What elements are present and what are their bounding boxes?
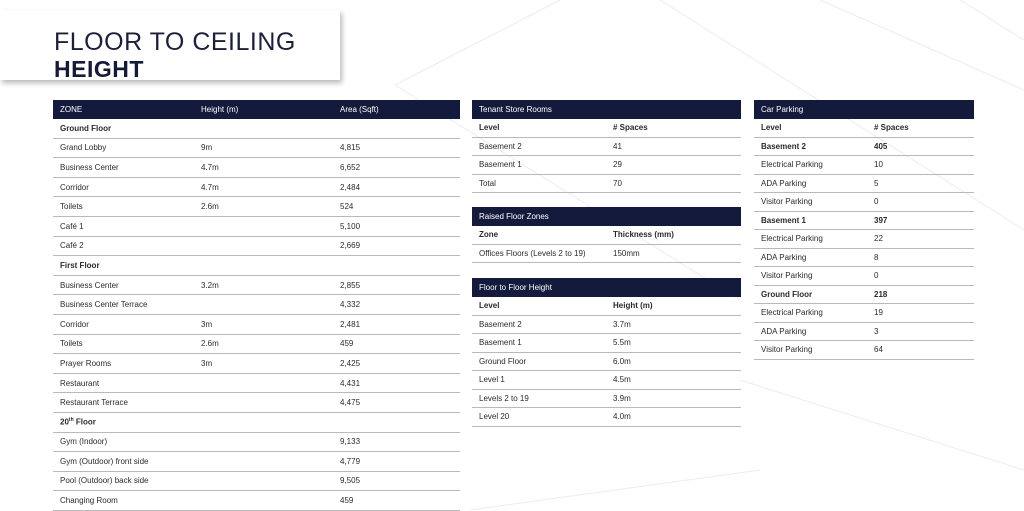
height-cell: 2.6m <box>194 334 333 354</box>
raised-floor-table <box>472 207 741 263</box>
height-cell: 9m <box>194 138 333 158</box>
area-cell: 4,431 <box>333 373 460 393</box>
zone-cell: Corridor <box>53 314 194 334</box>
column-header: # Spaces <box>867 119 974 137</box>
table-row <box>53 216 460 236</box>
table-header-row <box>472 226 741 244</box>
table-row <box>53 334 460 354</box>
table-row <box>53 177 460 197</box>
table-row <box>53 432 460 452</box>
spaces-cell: 10 <box>867 156 974 175</box>
zone-cell: Corridor <box>53 177 194 197</box>
table-row <box>754 285 974 304</box>
table-row <box>53 491 460 511</box>
height-cell <box>194 452 333 472</box>
area-cell: 9,133 <box>333 432 460 452</box>
spaces-cell: 218 <box>867 285 974 304</box>
page-subtitle: HEIGHT <box>54 56 144 82</box>
value-cell: 4.0m <box>606 408 741 427</box>
table-row <box>53 236 460 256</box>
table-row <box>472 315 741 334</box>
table-row <box>53 295 460 315</box>
table-row <box>754 230 974 249</box>
car-parking-table <box>754 100 974 360</box>
zone-cell: First Floor <box>53 256 194 276</box>
zone-cell: Business Center <box>53 158 194 178</box>
tenant-store-title: Tenant Store Rooms <box>472 100 741 119</box>
table-row <box>53 275 460 295</box>
column-header: Level <box>472 297 606 315</box>
zone-cell: Business Center <box>53 275 194 295</box>
page-title: FLOOR TO CEILING <box>54 28 296 56</box>
zone-cell: Business Center Terrace <box>53 295 194 315</box>
area-cell: 524 <box>333 197 460 217</box>
area-cell <box>333 412 460 432</box>
zone-cell: Ground Floor <box>53 119 194 138</box>
spaces-cell: 405 <box>867 137 974 156</box>
height-cell: 4.7m <box>194 177 333 197</box>
zones-table <box>53 100 460 511</box>
level-cell: Visitor Parking <box>754 193 867 212</box>
section-row <box>53 256 460 276</box>
column-header: Zone <box>472 226 606 244</box>
value-cell: 150mm <box>606 244 741 263</box>
table-row <box>472 352 741 371</box>
height-cell <box>194 412 333 432</box>
height-cell <box>194 236 333 256</box>
table-row <box>472 174 741 193</box>
area-cell: 5,100 <box>333 216 460 236</box>
level-cell: Basement 2 <box>754 137 867 156</box>
zone-cell: Grand Lobby <box>53 138 194 158</box>
spaces-cell: 22 <box>867 230 974 249</box>
zone-cell: Gym (Outdoor) front side <box>53 452 194 472</box>
level-cell: Total <box>472 174 606 193</box>
height-cell: 3m <box>194 314 333 334</box>
level-cell: Basement 1 <box>472 156 606 175</box>
zone-cell: Café 1 <box>53 216 194 236</box>
raised-floor-title: Raised Floor Zones <box>472 207 741 226</box>
height-cell: 3m <box>194 354 333 374</box>
height-cell: 2.6m <box>194 197 333 217</box>
floor-height-title: Floor to Floor Height <box>472 278 741 297</box>
table-header-row <box>472 119 741 137</box>
zone-cell <box>53 412 194 432</box>
table-row <box>472 137 741 156</box>
spaces-cell: 0 <box>867 267 974 286</box>
table-row <box>53 158 460 178</box>
spaces-cell: 3 <box>867 322 974 341</box>
table-row <box>53 314 460 334</box>
height-cell <box>194 256 333 276</box>
height-cell <box>194 432 333 452</box>
table-row <box>472 334 741 353</box>
zone-cell: Changing Room <box>53 491 194 511</box>
section-row <box>53 412 460 432</box>
height-cell <box>194 119 333 138</box>
height-cell: 4.7m <box>194 158 333 178</box>
level-cell: ADA Parking <box>754 248 867 267</box>
zone-cell: Toilets <box>53 334 194 354</box>
car-parking-title: Car Parking <box>754 100 974 119</box>
level-cell: Basement 2 <box>472 315 606 334</box>
zone-suffix: Floor <box>73 418 96 428</box>
value-cell: 3.9m <box>606 389 741 408</box>
level-cell: ADA Parking <box>754 174 867 193</box>
zone-cell: Prayer Rooms <box>53 354 194 374</box>
level-cell: Visitor Parking <box>754 341 867 360</box>
section-row <box>53 119 460 138</box>
value-cell: 4.5m <box>606 371 741 390</box>
table-row <box>754 174 974 193</box>
table-row <box>754 341 974 360</box>
zone-cell: Toilets <box>53 197 194 217</box>
value-cell: 41 <box>606 137 741 156</box>
spaces-cell: 19 <box>867 304 974 323</box>
value-cell: 3.7m <box>606 315 741 334</box>
area-cell: 459 <box>333 334 460 354</box>
area-cell: 2,855 <box>333 275 460 295</box>
table-row <box>754 248 974 267</box>
level-cell: Electrical Parking <box>754 156 867 175</box>
spaces-cell: 5 <box>867 174 974 193</box>
spaces-cell: 8 <box>867 248 974 267</box>
column-header: Level <box>472 119 606 137</box>
area-cell: 9,505 <box>333 471 460 491</box>
area-cell: 4,815 <box>333 138 460 158</box>
level-cell: Visitor Parking <box>754 267 867 286</box>
table-row <box>754 137 974 156</box>
level-cell: Ground Floor <box>754 285 867 304</box>
level-cell: Ground Floor <box>472 352 606 371</box>
zone-cell: Café 2 <box>53 236 194 256</box>
table-header-row <box>472 297 741 315</box>
level-cell: Level 1 <box>472 371 606 390</box>
area-cell: 2,481 <box>333 314 460 334</box>
table-row <box>472 371 741 390</box>
area-cell: 4,332 <box>333 295 460 315</box>
column-header: Height (m) <box>606 297 741 315</box>
column-header-height: Height (m) <box>194 100 333 119</box>
table-row <box>472 156 741 175</box>
table-row <box>754 156 974 175</box>
table-row <box>53 373 460 393</box>
level-cell: Levels 2 to 19 <box>472 389 606 408</box>
area-cell: 2,425 <box>333 354 460 374</box>
zone-number: 20 <box>60 418 69 428</box>
column-header-zone: ZONE <box>53 100 194 119</box>
table-row <box>53 197 460 217</box>
column-header: Thickness (mm) <box>606 226 741 244</box>
height-cell <box>194 373 333 393</box>
height-cell: 3.2m <box>194 275 333 295</box>
area-cell <box>333 119 460 138</box>
floor-height-table <box>472 278 741 427</box>
level-cell: Level 20 <box>472 408 606 427</box>
height-cell <box>194 295 333 315</box>
level-cell: Basement 1 <box>472 334 606 353</box>
level-cell: Offices Floors (Levels 2 to 19) <box>472 244 606 263</box>
tenant-store-table <box>472 100 741 193</box>
zone-cell: Restaurant <box>53 373 194 393</box>
level-cell: Electrical Parking <box>754 230 867 249</box>
height-cell <box>194 393 333 413</box>
table-row <box>53 138 460 158</box>
column-header: # Spaces <box>606 119 741 137</box>
value-cell: 6.0m <box>606 352 741 371</box>
height-cell <box>194 491 333 511</box>
table-row <box>53 393 460 413</box>
area-cell: 6,652 <box>333 158 460 178</box>
title-box <box>0 10 340 80</box>
level-cell: ADA Parking <box>754 322 867 341</box>
table-row <box>754 304 974 323</box>
zone-cell: Pool (Outdoor) back side <box>53 471 194 491</box>
area-cell: 2,669 <box>333 236 460 256</box>
table-row <box>472 408 741 427</box>
area-cell: 4,779 <box>333 452 460 472</box>
column-header: Level <box>754 119 867 137</box>
table-header-row <box>53 100 460 119</box>
level-cell: Basement 2 <box>472 137 606 156</box>
zone-cell: Restaurant Terrace <box>53 393 194 413</box>
value-cell: 29 <box>606 156 741 175</box>
value-cell: 5.5m <box>606 334 741 353</box>
area-cell: 4,475 <box>333 393 460 413</box>
table-row <box>754 193 974 212</box>
table-row <box>754 267 974 286</box>
spaces-cell: 397 <box>867 211 974 230</box>
table-row <box>53 471 460 491</box>
height-cell <box>194 216 333 236</box>
height-cell <box>194 471 333 491</box>
spaces-cell: 0 <box>867 193 974 212</box>
table-row <box>754 211 974 230</box>
column-header-area: Area (Sqft) <box>333 100 460 119</box>
table-row <box>53 354 460 374</box>
table-row <box>472 244 741 263</box>
table-row <box>53 452 460 472</box>
table-row <box>754 322 974 341</box>
area-cell <box>333 256 460 276</box>
area-cell: 459 <box>333 491 460 511</box>
ordinal-suffix: th <box>68 417 74 424</box>
table-row <box>472 389 741 408</box>
level-cell: Electrical Parking <box>754 304 867 323</box>
level-cell: Basement 1 <box>754 211 867 230</box>
spaces-cell: 64 <box>867 341 974 360</box>
value-cell: 70 <box>606 174 741 193</box>
zone-cell: Gym (Indoor) <box>53 432 194 452</box>
area-cell: 2,484 <box>333 177 460 197</box>
table-header-row <box>754 119 974 137</box>
